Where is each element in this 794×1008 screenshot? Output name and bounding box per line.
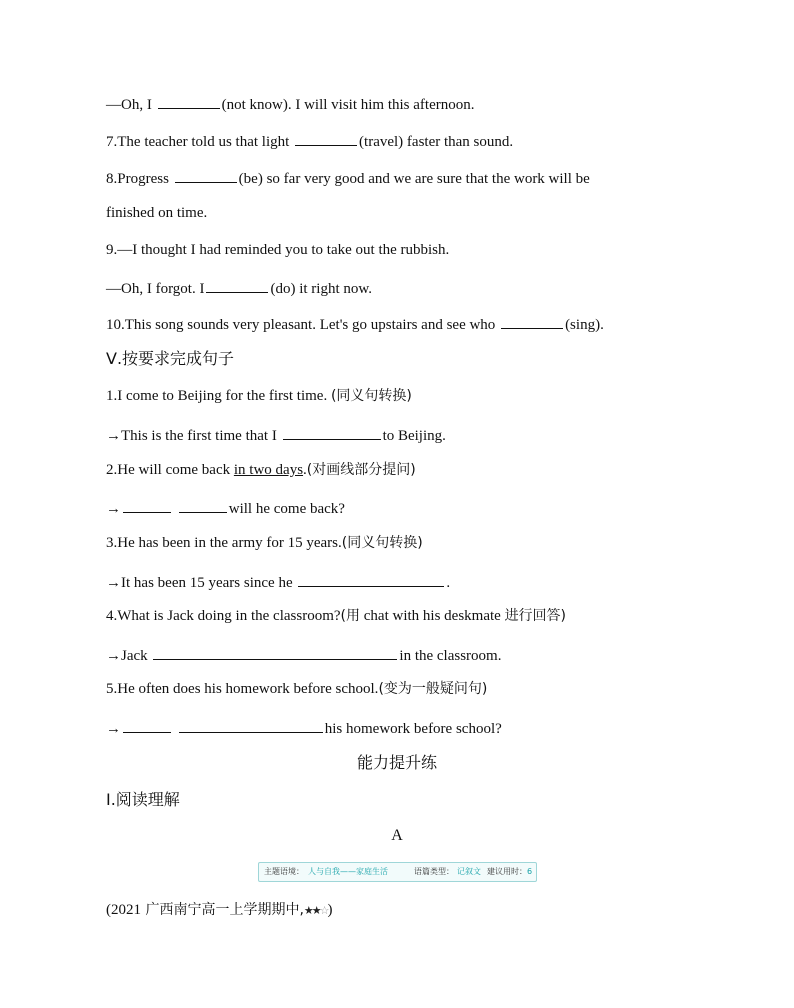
time-value: 6: [527, 867, 533, 876]
sentence-2-prompt: 2.He will come back in two days.(对画线部分提问): [106, 462, 416, 478]
type-value: 记叙文: [457, 867, 481, 876]
answer-blank[interactable]: [501, 313, 563, 329]
question-8-continuation: finished on time.: [106, 205, 208, 221]
question-8: 8.Progress (be) so far very good and we are sure that the work will be: [106, 167, 754, 189]
question-9: 9.—I thought I had reminded you to take out the rubbish.: [106, 242, 450, 258]
question-10: 10.This song sounds very pleasant. Let's go upstairs and see who (sing).: [106, 313, 754, 335]
answer-blank[interactable]: [123, 717, 171, 733]
underlined-phrase: in two days: [233, 462, 304, 478]
passage-label: A: [391, 827, 403, 844]
answer-blank[interactable]: [179, 497, 227, 513]
theme-value: 人与自我——家庭生活: [308, 867, 388, 876]
answer-blank[interactable]: [175, 167, 237, 183]
section-5-title: Ⅴ.按要求完成句子: [106, 349, 235, 368]
sentence-3-prompt: 3.He has been in the army for 15 years.(同义句转换): [106, 535, 423, 551]
verb-hint: (travel): [359, 134, 404, 150]
theme-label: 主题语境：: [264, 867, 304, 876]
instruction: (同义句转换): [341, 535, 423, 551]
answer-blank[interactable]: [283, 424, 381, 440]
instruction: (变为一般疑问句): [378, 681, 488, 697]
sentence-4-answer: →Jack in the classroom.: [106, 644, 754, 666]
source-text: 广西南宁高一上学期期中,: [141, 902, 304, 918]
answer-blank[interactable]: [158, 93, 220, 109]
answer-blank[interactable]: [179, 717, 323, 733]
sentence-5-prompt: 5.He often does his homework before school.(变为一般疑问句): [106, 681, 488, 697]
instruction: (用: [340, 608, 360, 624]
sentence-3-answer: →It has been 15 years since he .: [106, 571, 754, 593]
verb-hint: (do): [270, 281, 296, 297]
question-7: 7.The teacher told us that light (travel) faster than sound.: [106, 130, 754, 152]
type-label: 语篇类型：: [414, 867, 454, 876]
difficulty-stars-icon: ★★☆: [303, 905, 328, 917]
passage-info-banner: [258, 862, 537, 882]
question-6-reply: —Oh, I (not know). I will visit him this afternoon.: [106, 93, 754, 115]
verb-hint: (sing): [565, 317, 601, 333]
instruction: (对画线部分提问): [306, 462, 416, 478]
sentence-4-prompt: 4.What is Jack doing in the classroom?(用 chat with his deskmate 进行回答): [106, 608, 567, 624]
verb-hint: (not know): [221, 97, 288, 113]
answer-blank[interactable]: [206, 277, 268, 293]
answer-blank[interactable]: [153, 644, 397, 660]
sentence-1-prompt: 1.I come to Beijing for the first time. (同义句转换): [106, 388, 412, 404]
instruction: (同义句转换): [330, 388, 412, 404]
part-title: 能力提升练: [356, 753, 437, 772]
answer-blank[interactable]: [295, 130, 357, 146]
section-1-title: Ⅰ.阅读理解: [106, 790, 180, 809]
question-9-reply: —Oh, I forgot. I (do) it right now.: [106, 277, 754, 299]
sentence-2-answer: → will he come back?: [106, 497, 754, 519]
answer-blank[interactable]: [123, 497, 171, 513]
sentence-5-answer: → his homework before school?: [106, 717, 754, 739]
sentence-1-answer: →This is the first time that I to Beijing.: [106, 424, 754, 446]
time-label: 建议用时：: [487, 867, 527, 876]
answer-blank[interactable]: [298, 571, 444, 587]
source-line: (2021 广西南宁高一上学期期中,★★☆): [106, 902, 333, 918]
verb-hint: (be): [238, 171, 263, 187]
